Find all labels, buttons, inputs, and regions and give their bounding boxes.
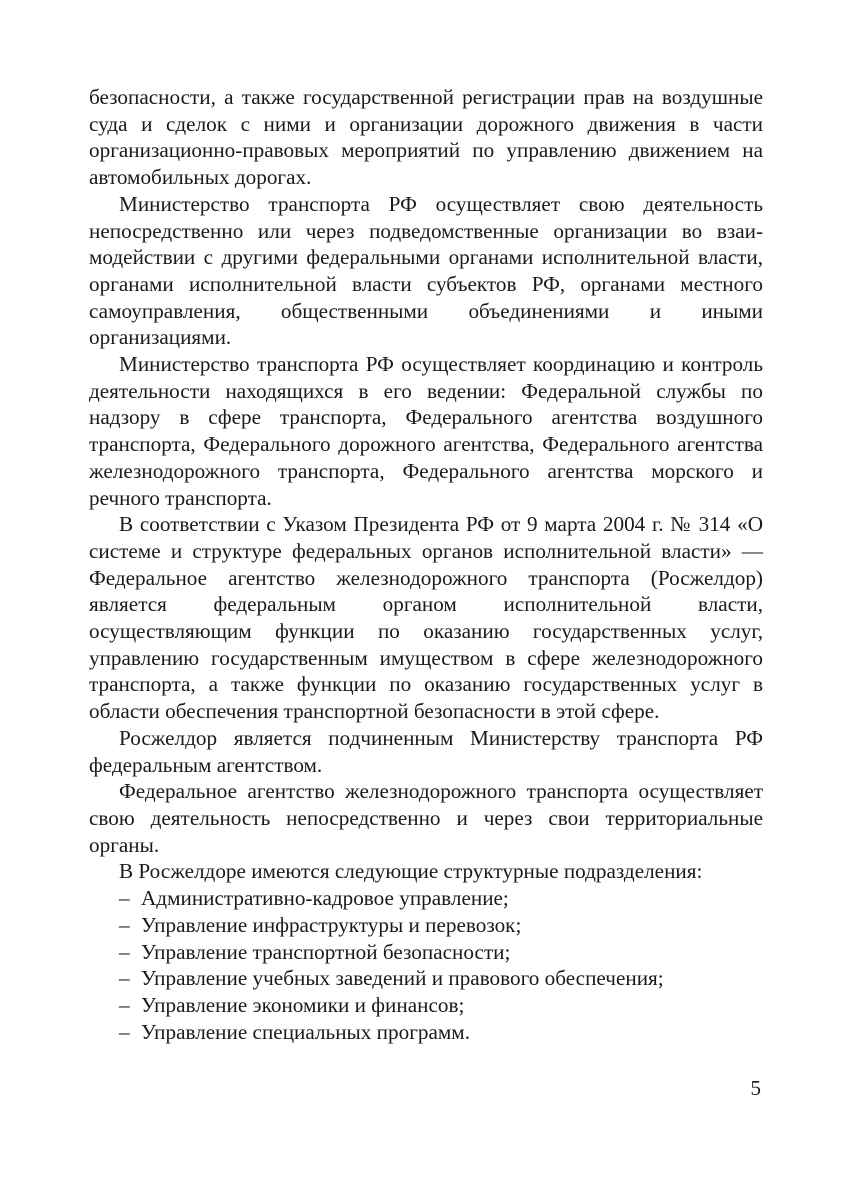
paragraph-ministry-coordination: Министерство транспорта РФ осуществляет координацию и контроль деятельности находящихся в его ведении: Федеральной службы по надзору в сфере транспорта, Федерального агентства воздушного транспорта, Федерального дорожного агентства, Федерального агентства железнодорожного транспорта, Федерального агентства морского и речного транспорта.: [89, 352, 763, 510]
list-item: [89, 939, 763, 966]
list-item: [89, 965, 763, 992]
list-dash: –: [119, 939, 130, 964]
paragraph-continuation: безопасности, а также государственной регистрации прав на воздушные суда и сделок с ними и организации дорожного движения в части организационно-правовых мероприятий по управлению движением на автомобильных дорогах.: [89, 85, 763, 190]
list-dash: –: [119, 992, 130, 1017]
paragraph-presidential-decree: В соответствии с Указом Президента РФ от 9 марта 2004 г. № 314 «О системе и структуре федеральных органов исполнительной власти» — Федеральное агентство железнодорожного транспорта (Росжелдор) является федеральным органом исполнительной власти, осуществляющим функции по оказанию государственных услуг, управлению государственным имуществом в сфере железнодорожного транспорта, а также функции по оказанию государственных услуг в области обеспечения транспортной безопасности в этой сфере.: [89, 512, 763, 724]
list-item-text: Управление инфраструктуры и перевозок;: [141, 912, 522, 937]
page-body: [89, 84, 763, 1045]
list-item-text: Управление транспортной безопасности;: [141, 939, 511, 964]
list-dash: –: [119, 912, 130, 937]
paragraph-roszheldor-activity: Федеральное агентство железнодорожного транспорта осуществляет свою деятельность непосредственно и через свои территориальные органы.: [89, 779, 763, 857]
list-item: [89, 885, 763, 912]
list-item: [89, 992, 763, 1019]
list-item: [89, 1019, 763, 1046]
list-item-text: Административно-кадровое управление;: [141, 886, 509, 911]
page-number: 5: [750, 1076, 761, 1100]
list-dash: –: [119, 1019, 130, 1044]
list-item: [89, 912, 763, 939]
list-dash: –: [119, 966, 130, 991]
list-item-text: Управление специальных программ.: [141, 1019, 470, 1044]
structural-divisions-list: [89, 885, 763, 1045]
paragraph-structure-intro: В Росжелдоре имеются следующие структурные подразделения:: [119, 859, 703, 884]
list-item-text: Управление учебных заведений и правового обеспечения;: [141, 966, 664, 991]
list-dash: –: [119, 886, 130, 911]
paragraph-roszheldor-subordination: Росжелдор является подчиненным Министерству транспорта РФ федеральным агентством.: [89, 725, 763, 777]
list-item-text: Управление экономики и финансов;: [141, 992, 465, 1017]
paragraph-ministry-activity: Министерство транспорта РФ осуществляет свою деятельность непосредственно или через подведомственные организации во взаимодействии с другими федеральными органами исполнительной власти, органами исполнительной власти субъектов РФ, органами местного самоуправления, общественными объединениями и иными организациями.: [89, 191, 763, 350]
